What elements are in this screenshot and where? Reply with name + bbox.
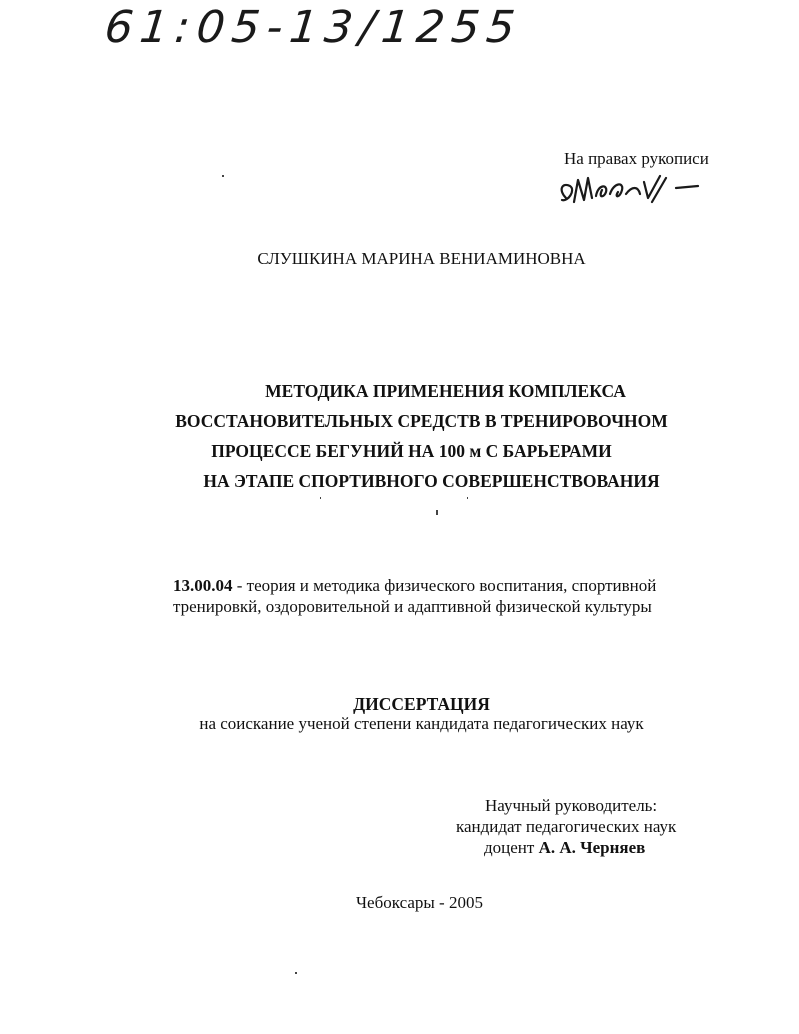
- scan-speck: [295, 972, 297, 974]
- supervisor-label: Научный руководитель:: [485, 796, 658, 815]
- title-line-3: ПРОЦЕССЕ БЕГУНИЙ НА 100 м С БАРЬЕРАМИ: [211, 441, 612, 461]
- scan-speck: [222, 175, 224, 177]
- specialty-description-line-1: - теория и методика физического воспитания, спортивной: [232, 576, 657, 595]
- rights-label: На правах рукописи: [564, 149, 709, 168]
- document-type-subtitle: на соискание ученой степени кандидата педагогических наук: [199, 714, 644, 733]
- supervisor-rank: доцент: [484, 838, 539, 857]
- title-line-1: МЕТОДИКА ПРИМЕНЕНИЯ КОМПЛЕКСА: [265, 381, 626, 401]
- specialty-block: [173, 575, 656, 617]
- archive-number: 61:05-13/1255: [102, 2, 525, 53]
- document-type-heading: ДИССЕРТАЦИЯ: [353, 694, 490, 714]
- city-year: Чебоксары - 2005: [356, 893, 483, 912]
- author-name: СЛУШКИНА МАРИНА ВЕНИАМИНОВНА: [257, 249, 586, 268]
- title-line-4: НА ЭТАПЕ СПОРТИВНОГО СОВЕРШЕНСТВОВАНИЯ: [203, 471, 660, 491]
- scan-speck: [320, 497, 321, 499]
- scan-speck: [467, 497, 468, 499]
- specialty-code: 13.00.04: [173, 576, 233, 595]
- specialty-description-line-2: тренировкй, оздоровительной и адаптивной физической культуры: [173, 597, 652, 616]
- supervisor-block: [0, 795, 799, 865]
- scan-speck: [436, 510, 438, 515]
- supervisor-degree: кандидат педагогических наук: [456, 817, 677, 836]
- supervisor-rank-name: [484, 837, 645, 858]
- title-line-2: ВОССТАНОВИТЕЛЬНЫХ СРЕДСТВ В ТРЕНИРОВОЧНОМ: [175, 411, 668, 431]
- dissertation-title: [0, 376, 799, 496]
- supervisor-name: А. А. Черняев: [538, 838, 646, 857]
- handwritten-signature: [548, 168, 718, 216]
